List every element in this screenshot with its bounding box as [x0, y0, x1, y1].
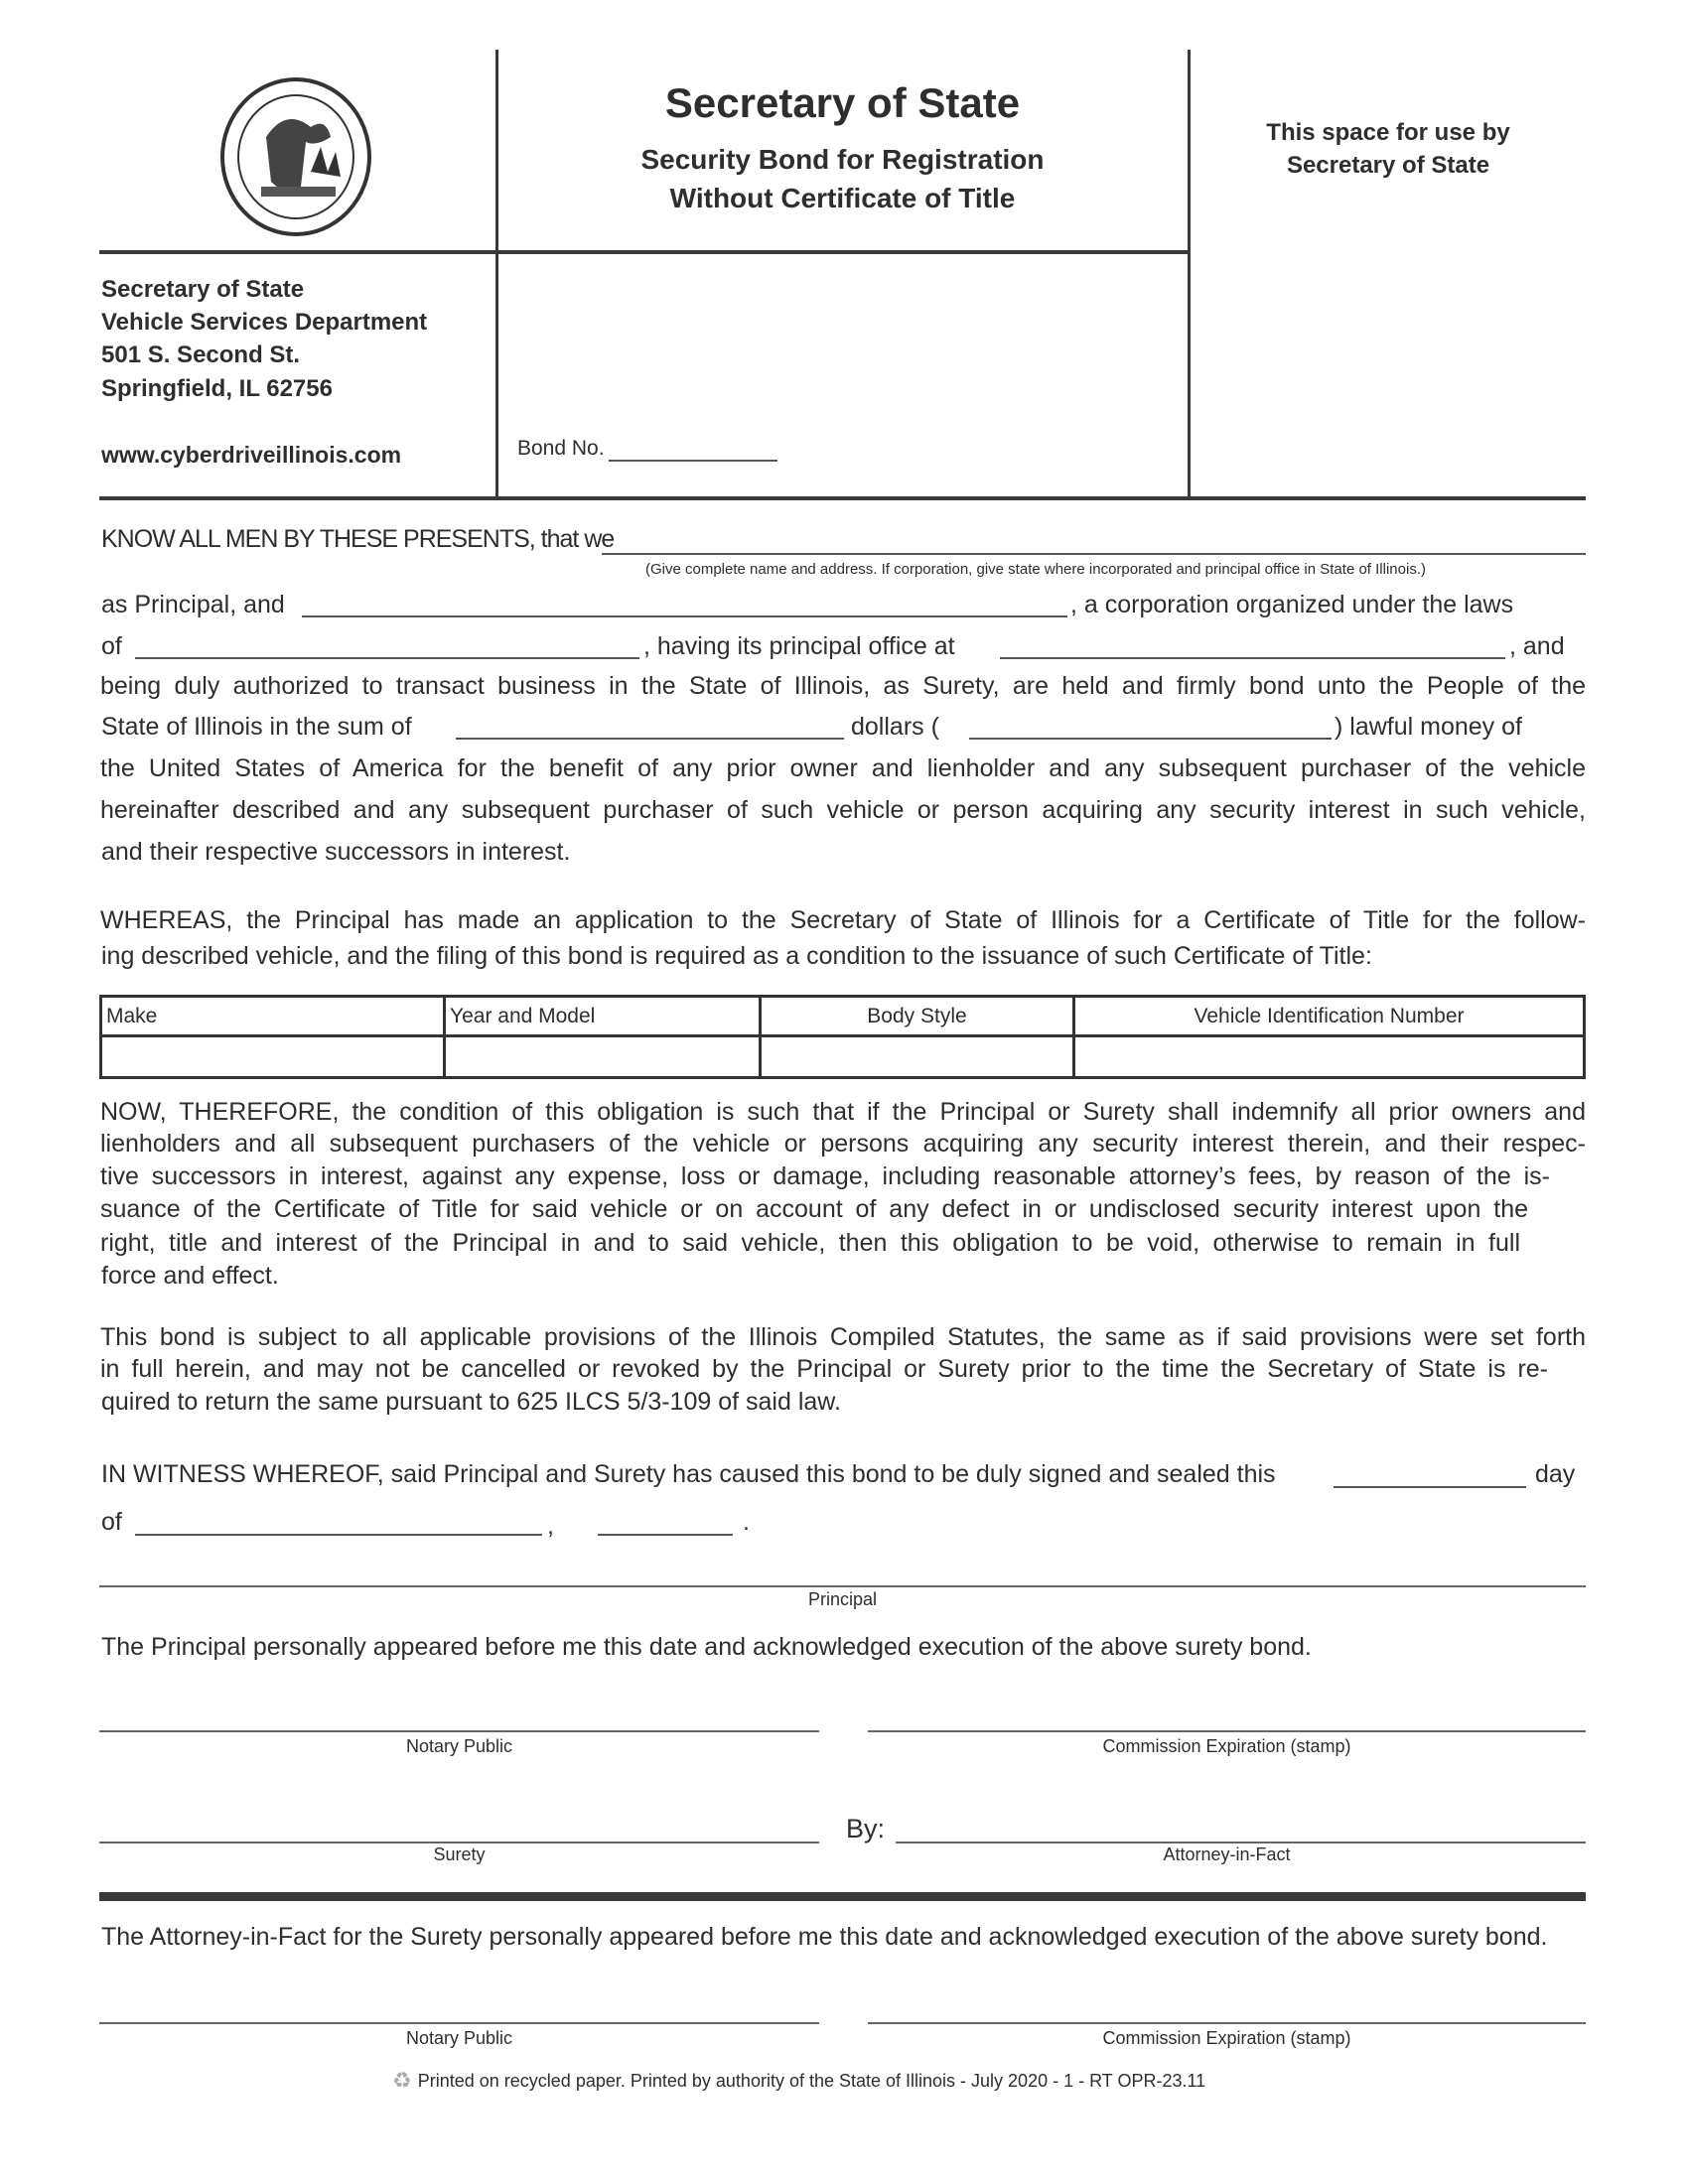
period-text: . [743, 1508, 750, 1536]
surety-state-field[interactable] [135, 657, 639, 659]
sum-words-field[interactable] [456, 738, 844, 740]
commission-expiration-line[interactable] [868, 1730, 1586, 1732]
address-line: Vehicle Services Department [101, 309, 428, 336]
principal-ack-text: The Principal personally appeared before me this date and acknowledged execution of the above surety bond. [101, 1633, 1312, 1661]
paragraph-line: being duly authorized to transact business in the State of Illinois, as Surety, are held and firmly bond unto the People of the [100, 672, 1586, 700]
surety-name-field[interactable] [302, 615, 1067, 617]
day-text: day [1535, 1460, 1576, 1488]
header-mid-rule [99, 250, 1190, 254]
lawful-money-text: ) lawful money of [1335, 713, 1522, 741]
surety-signature-line[interactable] [99, 1842, 819, 1843]
of-text: of [101, 1508, 122, 1536]
year-model-field[interactable] [445, 1036, 761, 1078]
sum-amount-field[interactable] [969, 738, 1332, 740]
now-therefore-line: right, title and interest of the Principal in and to said vehicle, then this obligation to be void, otherwise to remain in full [100, 1229, 1520, 1257]
notary-label: Notary Public [405, 1736, 513, 1756]
address-line: 501 S. Second St. [101, 341, 301, 368]
whereas-line: ing described vehicle, and the filing of this bond is required as a condition to the issuance of such Certificate of Title: [101, 942, 1372, 970]
col-year-model: Year and Model [445, 997, 761, 1036]
website-link[interactable]: www.cyberdriveillinois.com [101, 442, 402, 468]
principal-name-field[interactable] [602, 553, 1586, 555]
address-line: Springfield, IL 62756 [101, 375, 333, 402]
principal-label: Principal [807, 1589, 878, 1609]
surety-label: Surety [433, 1844, 486, 1864]
paragraph-line: hereinafter described and any subsequent purchaser of such vehicle or person acquiring any security interest in such vehicle, [100, 796, 1586, 824]
office-use-label: This space for use by [1266, 119, 1510, 146]
form-subtitle: Security Bond for Registration [640, 144, 1045, 175]
of-text: of [101, 632, 122, 660]
col-vin: Vehicle Identification Number [1074, 997, 1585, 1036]
now-therefore-line: NOW, THEREFORE, the condition of this obligation is such that if the Principal or Surety shall indemnify all prior owners and [100, 1098, 1586, 1126]
footer-text: Printed on recycled paper. Printed by authority of the State of Illinois - July 2020 - 1 - RT OPR-23.11 [417, 2070, 1206, 2091]
as-principal-text: as Principal, and [101, 591, 285, 618]
bond-no-field[interactable] [609, 460, 777, 462]
now-therefore-line: tive successors in interest, against any expense, loss or damage, including reasonable attorney’s fees, by reason of the is- [100, 1162, 1550, 1190]
office-use-label: Secretary of State [1286, 152, 1490, 179]
principal-signature-line[interactable] [99, 1585, 1586, 1587]
footer [392, 2068, 1205, 2094]
now-therefore-line: force and effect. [101, 1262, 279, 1290]
day-field[interactable] [1334, 1486, 1526, 1488]
notary-signature-line-2[interactable] [99, 2022, 819, 2024]
and-text: , and [1509, 632, 1565, 660]
form-title: Secretary of State [664, 79, 1021, 126]
bond-no-label: Bond No. [517, 437, 605, 460]
witness-text: IN WITNESS WHEREOF, said Principal and Surety has caused this bond to be duly signed and sealed this [101, 1460, 1276, 1488]
attorney-ack-text: The Attorney-in-Fact for the Surety personally appeared before me this date and acknowledged execution of the above surety bond. [101, 1923, 1548, 1951]
subject-line: This bond is subject to all applicable provisions of the Illinois Compiled Statutes, the same as if said provisions were set forth [100, 1323, 1586, 1351]
header-bottom-rule [99, 496, 1586, 500]
recycle-icon: ♻ [392, 2068, 412, 2093]
notary-label-2: Notary Public [405, 2028, 513, 2048]
col-make: Make [101, 997, 445, 1036]
make-field[interactable] [101, 1036, 445, 1078]
notary-signature-line[interactable] [99, 1730, 819, 1732]
vehicle-table [99, 995, 1586, 1079]
by-label: By: [846, 1814, 886, 1843]
subject-line: quired to return the same pursuant to 625 ILCS 5/3-109 of said law. [101, 1388, 841, 1416]
section-divider [99, 1892, 1586, 1901]
principal-office-text: , having its principal office at [643, 632, 955, 660]
attorney-signature-line[interactable] [896, 1842, 1586, 1843]
address-line: Secretary of State [101, 276, 305, 303]
now-therefore-line: suance of the Certificate of Title for said vehicle or on account of any defect in or undisclosed security interest upon the [100, 1195, 1528, 1223]
vin-field[interactable] [1074, 1036, 1585, 1078]
now-therefore-line: lienholders and all subsequent purchasers of the vehicle or persons acquiring any security interest therein, and their respec- [100, 1130, 1586, 1158]
whereas-line: WHEREAS, the Principal has made an application to the Secretary of State of Illinois for a Certificate of Title for the follow- [100, 906, 1586, 934]
state-seal-logo [216, 77, 375, 236]
commission-expiration-line-2[interactable] [868, 2022, 1586, 2024]
month-field[interactable] [135, 1534, 542, 1536]
year-field[interactable] [598, 1534, 733, 1536]
form-subtitle: Without Certificate of Title [669, 183, 1016, 213]
comma-text: , [547, 1512, 554, 1540]
subject-line: in full herein, and may not be cancelled or revoked by the Principal or Surety prior to the time the Secretary of State is re- [100, 1355, 1548, 1383]
principal-field-hint: (Give complete name and address. If corporation, give state where incorporated and principal office in State of Illinois.) [645, 561, 1426, 578]
commission-label: Commission Expiration (stamp) [1102, 1736, 1351, 1756]
commission-label-2: Commission Expiration (stamp) [1102, 2028, 1351, 2048]
dollars-text: dollars ( [851, 713, 939, 741]
attorney-label: Attorney-in-Fact [1163, 1844, 1291, 1864]
surety-office-field[interactable] [1000, 657, 1505, 659]
paragraph-line: and their respective successors in interest. [101, 838, 571, 866]
know-all-men-text: KNOW ALL MEN BY THESE PRESENTS, that we [101, 525, 615, 553]
corporation-text: , a corporation organized under the laws [1070, 591, 1514, 618]
paragraph-line: the United States of America for the benefit of any prior owner and lienholder and any subsequent purchaser of the vehicle [100, 754, 1586, 782]
col-body-style: Body Style [761, 997, 1074, 1036]
body-style-field[interactable] [761, 1036, 1074, 1078]
sum-text: State of Illinois in the sum of [101, 713, 412, 741]
